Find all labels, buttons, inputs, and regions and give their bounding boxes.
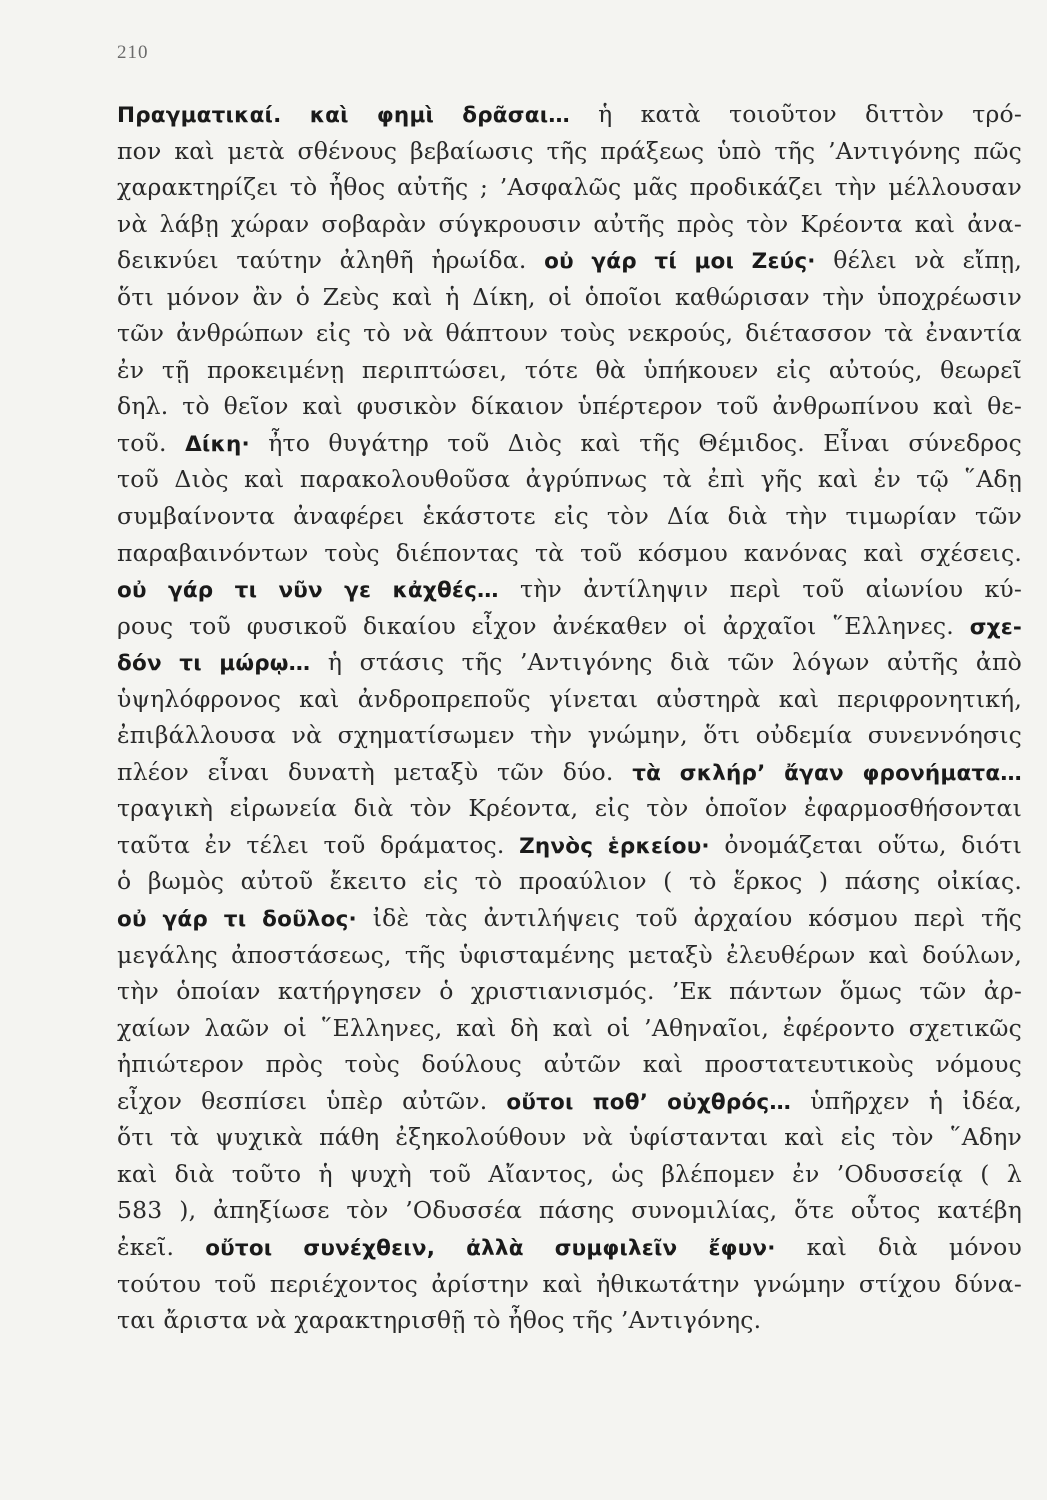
lemma-bold: τὰ σκλήρ’ ἄγαν φρονήματα… xyxy=(632,760,1023,786)
text-line xyxy=(117,425,1022,462)
line-segment: ἡ στάσις τῆς ’Αντιγόνης διὰ τῶν λόγων αὐτῆς ἀπὸ xyxy=(310,648,1022,677)
line-segment: ταῦτα ἐν τέλει τοῦ δράματος. xyxy=(117,830,520,859)
lemma-bold: Δίκη· xyxy=(185,431,250,457)
text-line xyxy=(117,206,1022,243)
line-segment: ἰδὲ τὰς ἀντιλήψεις τοῦ ἀρχαίου κόσμου περὶ τῆς xyxy=(356,904,1022,933)
line-segment: τούτου τοῦ περιέχοντος ἀρίστην καὶ ἠθικωτάτην γνώμην στίχου δύνα- xyxy=(117,1269,1022,1298)
lemma-bold: Πραγματικαί. καὶ φημὶ δρᾶσαι… xyxy=(117,103,570,128)
line-segment: πλέον εἶναι δυνατὴ μεταξὺ τῶν δύο. xyxy=(117,757,633,786)
line-segment: ἠπιώτερον πρὸς τοὺς δούλους αὐτῶν καὶ προστατευτικοὺς νόμους xyxy=(117,1050,1022,1079)
lemma-bold: οὔτοι συνέχθειν, ἀλλὰ συμφιλεῖν ἔφυν· xyxy=(205,1235,776,1261)
line-segment: καὶ διὰ τοῦτο ἡ ψυχὴ τοῦ Αἴαντος, ὡς βλέπομεν ἐν ’Οδυσσείᾳ ( λ xyxy=(117,1159,1022,1188)
text-line xyxy=(117,1010,1022,1047)
text-line xyxy=(117,827,1022,864)
line-segment: χαίων λαῶν οἱ ῞Ελληνες, καὶ δὴ καὶ οἱ ’Αθηναῖοι, ἐφέροντο σχετικῶς xyxy=(117,1013,1022,1042)
line-segment: τὴν ὁποίαν κατήργησεν ὁ χριστιανισμός. ’Εκ πάντων ὅμως τῶν ἀρ- xyxy=(117,977,1022,1006)
line-segment: δηλ. τὸ θεῖον καὶ φυσικὸν δίκαιον ὑπέρτερον τοῦ ἀνθρωπίνου καὶ θε- xyxy=(117,392,1022,421)
lemma-bold: οὐ γάρ τι δοῦλος· xyxy=(117,907,357,933)
text-line xyxy=(117,608,1022,645)
text-line xyxy=(117,1229,1022,1266)
line-segment: ὅτι τὰ ψυχικὰ πάθη ἐξηκολούθουν νὰ ὑφίστανται καὶ εἰς τὸν ῞Αδην xyxy=(117,1123,1022,1152)
text-line xyxy=(117,900,1022,937)
line-segment: δεικνύει ταύτην ἀληθῆ ἡρωίδα. xyxy=(117,246,545,275)
line-segment: θέλει νὰ εἴπῃ, xyxy=(815,246,1022,275)
text-line xyxy=(117,644,1022,681)
text-line xyxy=(117,133,1022,170)
lemma-bold: δόν τι μώρῳ… xyxy=(117,651,311,677)
text-line xyxy=(117,1266,1022,1303)
text-line xyxy=(117,790,1022,827)
commentary-text xyxy=(117,96,1022,1339)
text-line xyxy=(117,1046,1022,1083)
lemma-bold: οὐ γάρ τί μοι Ζεύς· xyxy=(544,249,816,275)
lemma-bold: σχε- xyxy=(969,614,1022,640)
text-line xyxy=(117,1302,1022,1339)
line-segment: παραβαινόντων τοὺς διέποντας τὰ τοῦ κόσμου κανόνας καὶ σχέσεις. xyxy=(117,538,1022,567)
line-segment: τοῦ Διὸς καὶ παρακολουθοῦσα ἀγρύπνως τὰ ἐπὶ γῆς καὶ ἐν τῷ ῞Αδῃ xyxy=(117,465,1022,494)
page-number: 210 xyxy=(117,42,149,63)
line-segment: ρους τοῦ φυσικοῦ δικαίου εἶχον ἀνέκαθεν οἱ ἀρχαῖοι ῞Ελληνες. xyxy=(117,611,970,640)
text-line xyxy=(117,681,1022,718)
text-line xyxy=(117,863,1022,900)
line-segment: ὑπῆρχεν ἡ ἰδέα, xyxy=(791,1086,1022,1115)
line-segment: ται ἄριστα νὰ χαρακτηρισθῇ τὸ ἦθος τῆς ’Αντιγόνης. xyxy=(117,1306,762,1335)
text-line xyxy=(117,96,1022,133)
text-line xyxy=(117,315,1022,352)
text-line xyxy=(117,754,1022,791)
line-segment: ἐπιβάλλουσα νὰ σχηματίσωμεν τὴν γνώμην, ὅτι οὐδεμία συνεννόησις xyxy=(117,721,1022,750)
line-segment: ἐν τῇ προκειμένῃ περιπτώσει, τότε θὰ ὑπήκουεν εἰς αὐτούς, θεωρεῖ xyxy=(117,355,1022,384)
text-line xyxy=(117,973,1022,1010)
line-segment: χαρακτηρίζει τὸ ἦθος αὐτῆς ; ’Ασφαλῶς μᾶς προδικάζει τὴν μέλλουσαν xyxy=(117,173,1022,202)
lemma-bold: οὔτοι ποθ’ οὐχθρός… xyxy=(506,1089,792,1115)
text-line xyxy=(117,535,1022,572)
line-segment: ἡ κατὰ τοιοῦτον διττὸν τρό- xyxy=(569,100,1022,128)
text-line xyxy=(117,1156,1022,1193)
text-line xyxy=(117,1083,1022,1120)
line-segment: ὀνομάζεται οὕτω, διότι xyxy=(709,830,1022,859)
line-segment: συμβαίνοντα ἀναφέρει ἑκάστοτε εἰς τὸν Δία διὰ τὴν τιμωρίαν τῶν xyxy=(117,502,1022,531)
line-segment: ἐκεῖ. xyxy=(117,1232,206,1261)
text-line xyxy=(117,571,1022,608)
line-segment: ὅτι μόνον ἂν ὁ Ζεὺς καὶ ἡ Δίκη, οἱ ὁποῖοι καθώρισαν τὴν ὑποχρέωσιν xyxy=(117,282,1022,311)
text-line xyxy=(117,388,1022,425)
text-line xyxy=(117,498,1022,535)
lemma-bold: Ζηνὸς ἑρκείου· xyxy=(519,833,710,859)
text-line xyxy=(117,1119,1022,1156)
line-segment: ὑψηλόφρονος καὶ ἀνδροπρεποῦς γίνεται αὐστηρὰ καὶ περιφρονητική, xyxy=(117,684,1022,713)
text-line xyxy=(117,937,1022,974)
text-line xyxy=(117,352,1022,389)
line-segment: εἶχον θεσπίσει ὑπὲρ αὐτῶν. xyxy=(117,1086,507,1115)
line-segment: ὁ βωμὸς αὐτοῦ ἔκειτο εἰς τὸ προαύλιον ( τὸ ἕρκος ) πάσης οἰκίας. xyxy=(117,867,1022,896)
line-segment: πον καὶ μετὰ σθένους βεβαίωσις τῆς πράξεως ὑπὸ τῆς ’Αντιγόνης πῶς xyxy=(117,136,1022,165)
text-line xyxy=(117,242,1022,279)
line-segment: τὴν ἀντίληψιν περὶ τοῦ αἰωνίου κύ- xyxy=(498,575,1022,604)
text-line xyxy=(117,169,1022,206)
line-segment: καὶ διὰ μόνου xyxy=(775,1232,1023,1261)
line-segment: ἦτο θυγάτηρ τοῦ Διὸς καὶ τῆς Θέμιδος. Εἶναι σύνεδρος xyxy=(249,428,1022,457)
line-segment: μεγάλης ἀποστάσεως, τῆς ὑφισταμένης μεταξὺ ἐλευθέρων καὶ δούλων, xyxy=(117,940,1022,969)
line-segment: τραγικὴ εἰρωνεία διὰ τὸν Κρέοντα, εἰς τὸν ὁποῖον ἐφαρμοσθήσονται xyxy=(117,794,1022,823)
text-line xyxy=(117,717,1022,754)
line-segment: τοῦ. xyxy=(117,428,186,457)
line-segment: τῶν ἀνθρώπων εἰς τὸ νὰ θάπτουν τοὺς νεκρούς, διέτασσον τὰ ἐναντία xyxy=(117,319,1022,348)
line-segment: 583 ), ἀπηξίωσε τὸν ’Οδυσσέα πάσης συνομιλίας, ὅτε οὗτος κατέβη xyxy=(117,1196,1022,1225)
text-line xyxy=(117,461,1022,498)
line-segment: νὰ λάβῃ χώραν σοβαρὰν σύγκρουσιν αὐτῆς πρὸς τὸν Κρέοντα καὶ ἀνα- xyxy=(117,209,1022,238)
text-line xyxy=(117,1192,1022,1229)
text-line xyxy=(117,279,1022,316)
lemma-bold: οὐ γάρ τι νῦν γε κἀχθές… xyxy=(117,578,499,604)
